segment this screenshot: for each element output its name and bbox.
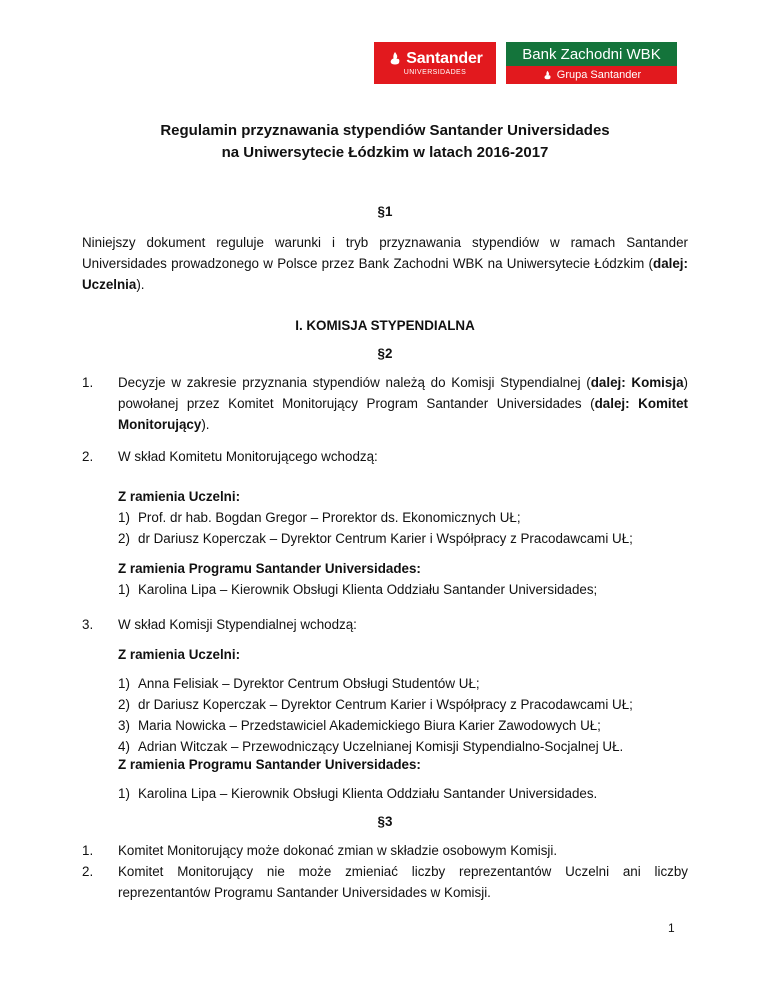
santander-flame-icon — [387, 51, 403, 67]
s3-list — [82, 840, 688, 903]
grupa-santander-text: Grupa Santander — [556, 69, 642, 81]
section-1-paragraph — [82, 232, 688, 295]
title-line-1: Regulamin przyznawania stypendiów Santander Universidades — [160, 122, 610, 139]
bzwbk-logo — [506, 42, 677, 84]
s2-item-2-number: 2. — [82, 449, 94, 464]
s2-item-2 — [82, 446, 688, 467]
list-item: 1) Anna Felisiak – Dyrektor Centrum Obsługi Studentów UŁ; — [118, 676, 480, 691]
page-number: 1 — [668, 921, 675, 935]
list-item: 4) Adrian Witczak – Przewodniczący Uczelnianej Komisji Stypendialno-Socjalnej UŁ. — [118, 739, 624, 754]
list-item: 3) Maria Nowicka – Przedstawiciel Akademickiego Biura Karier Zawodowych UŁ; — [118, 718, 601, 733]
list-item: 1) Prof. dr hab. Bogdan Gregor – Prorektor ds. Ekonomicznych UŁ; — [118, 510, 521, 525]
santander-universidades-logo — [374, 42, 496, 84]
s2-item-2-text: W skład Komitetu Monitorującego wchodzą: — [118, 449, 378, 464]
section-2-heading: §2 — [377, 346, 393, 361]
s2-item-1 — [82, 372, 688, 435]
list-item: 1) Karolina Lipa – Kierownik Obsługi Klienta Oddziału Santander Universidades. — [118, 786, 598, 801]
s2-item-1-text — [118, 372, 688, 435]
grupa-santander-bar — [506, 66, 677, 84]
s1-text-b: ). — [136, 277, 145, 292]
list-item: 2) dr Dariusz Koperczak – Dyrektor Centrum Karier i Współpracy z Pracodawcami UŁ; — [118, 531, 633, 546]
list-item: 2. Komitet Monitorujący nie może zmieniać liczby reprezentantów Uczelni ani liczby reprezentantów Programu Santander Universidades w Komisji. — [82, 864, 688, 900]
s2-commission-university — [118, 644, 688, 757]
s2-item-3 — [82, 614, 688, 635]
title-line-2: na Uniwersytecie Łódzkim w latach 2016-2017 — [221, 144, 549, 161]
santander-brand-text: Santander — [406, 50, 483, 67]
group-title: Z ramienia Programu Santander Universidades: — [118, 757, 421, 772]
s2-p1-b1: dalej: Komisja — [590, 375, 684, 390]
section-3-heading: §3 — [377, 814, 393, 829]
s1-text-a: Niniejszy dokument reguluje warunki i tryb przyznawania stypendiów w ramach Santander Universidades prowadzonego w Polsce przez Bank Zachodni WBK na Uniwersytecie Łódzkim ( — [82, 235, 688, 271]
list-item: 1) Karolina Lipa – Kierownik Obsługi Klienta Oddziału Santander Universidades; — [118, 582, 598, 597]
group-title: Z ramienia Uczelni: — [118, 647, 241, 662]
list-item: 1. Komitet Monitorujący może dokonać zmian w składzie osobowym Komisji. — [82, 843, 558, 858]
s2-item-3-number: 3. — [82, 617, 94, 632]
s2-item-1-number: 1. — [82, 375, 94, 390]
s2-p1-b2: dalej: Komitet Monitorujący — [118, 396, 688, 432]
s2-p1-t1: Decyzje w zakresie przyznania stypendiów należą do Komisji Stypendialnej ( — [118, 375, 591, 390]
universidades-text: UNIVERSIDADES — [403, 69, 467, 76]
s2-p1-t3: ). — [201, 417, 210, 432]
bzwbk-name: Bank Zachodni WBK — [506, 42, 677, 66]
s1-bold: dalej: Uczelnia — [82, 256, 688, 292]
page-title — [80, 120, 690, 164]
group-title: Z ramienia Programu Santander Universidades: — [118, 561, 421, 576]
section-1-heading: §1 — [377, 204, 393, 219]
s2-committee-university — [118, 486, 688, 549]
s2-committee-program — [118, 558, 688, 600]
s2-item-3-text: W skład Komisji Stypendialnej wchodzą: — [118, 617, 357, 632]
s2-commission-program — [118, 754, 688, 804]
group-title: Z ramienia Uczelni: — [118, 489, 241, 504]
chapter-heading: I. KOMISJA STYPENDIALNA — [295, 318, 475, 333]
list-item: 2) dr Dariusz Koperczak – Dyrektor Centrum Karier i Współpracy z Pracodawcami UŁ; — [118, 697, 633, 712]
santander-flame-icon — [542, 70, 553, 81]
s2-p1-t2: ) powołanej przez Komitet Monitorujący Program Santander Universidades ( — [118, 375, 688, 411]
